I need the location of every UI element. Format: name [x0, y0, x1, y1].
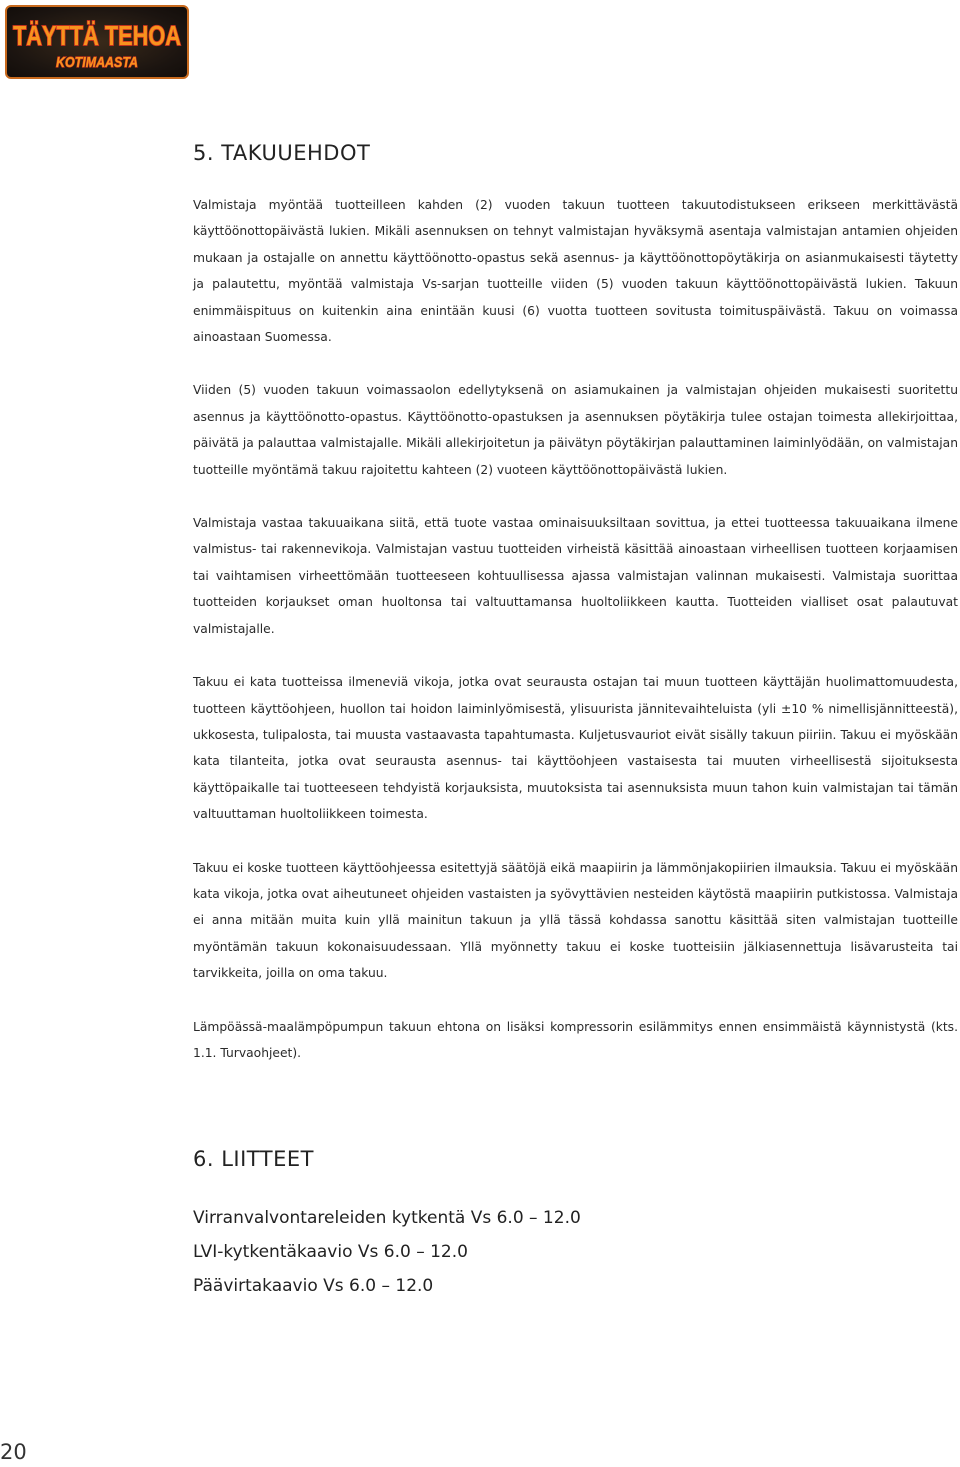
warranty-paragraph-2: Viiden (5) vuoden takuun voimassaolon edellytyksenä on asiamukainen ja valmistajan ohjeiden mukaisesti suoritettu asennus ja käyttöönotto-opastus. Käyttöönotto-opastuksen ja asennuksen pöytäkirja tulee ostajan toimesta allekirjoittaa, päivätä ja palauttaa valmistajalle. Mikäli allekirjoitetun ja päivätyn pöytäkirjan palauttaminen laiminlyödään, on valmistajan tuotteille myöntämä takuu rajoitettu kahteen (2) vuoteen käyttöönottopäivästä lukien.	[193, 383, 958, 477]
page-number: 20	[0, 1440, 27, 1464]
warranty-paragraph-1: Valmistaja myöntää tuotteilleen kahden (2) vuoden takuun tuotteen takuutodistukseen erikseen merkittävästä käyttöönottopäivästä lukien. Mikäli asennuksen on tehnyt valmistajan hyväksymä asentaja valmistajan antamien ohjeiden mukaan ja ostajalle on annettu käyttöönotto-opastus sekä asennus- ja käyttöönottopöytäkirja on asianmukaisesti täytetty ja palautettu, myöntää valmistaja Vs-sarjan tuotteille viiden (5) vuoden takuun käyttöönottopäivästä lukien. Takuun enimmäispituus on kuitenkin aina enintään kuusi (6) vuotta tuotteen sovitusta toimituspäivästä. Takuu on voimassa ainoastaan Suomessa.	[193, 198, 958, 345]
logo-line1: TÄYTTÄ TEHOA	[13, 20, 181, 51]
brand-logo	[5, 5, 189, 79]
warranty-paragraph-3: Valmistaja vastaa takuuaikana siitä, että tuote vastaa ominaisuuksiltaan sovittua, ja ettei tuotteessa takuuaikana ilmene valmistus- tai rakennevikoja. Valmistajan vastuu tuotteiden virheistä käsittää ainoastaan virheellisen tuotteen korjaamisen tai vaihtamisen virheettömään tuotteeseen kohtuullisessa ajassa valmistajan valinnan mukaisesti. Valmistaja suorittaa tuotteiden korjaukset oman huoltonsa tai valtuuttamansa huoltoliikkeen kautta. Tuotteiden vialliset osat palautuvat valmistajalle.	[193, 516, 958, 636]
warranty-paragraph-5: Takuu ei koske tuotteen käyttöohjeessa esitettyjä säätöjä eikä maapiirin ja lämmönjakopiirien ilmauksia. Takuu ei myöskään kata vikoja, jotka ovat aiheutuneet ohjeiden vastaisten ja syövyttävien nesteiden käytöstä maapiirin putkistossa. Valmistaja ei anna mitään muita kuin yllä mainitun takuun ja yllä tässä kohdassa sanottu käsittää siten valmistajan tuotteille myöntämän takuun kokonaisuudessaan. Yllä myönnetty takuu ei koske tuotteisiin jälkiasennettuja lisävarusteita tai tarvikkeita, joilla on oma takuu.	[193, 860, 958, 981]
appendix-list	[193, 1201, 581, 1303]
warranty-paragraph-4: Takuu ei kata tuotteissa ilmeneviä vikoja, jotka ovat seurausta ostajan tai muun tuotteen käyttäjän huolimattomuudesta, tuotteen käyttöohjeen, huollon tai hoidon laiminlyömisestä, ylisuurista jännitevaihteluista (yli ±10 % nimellisjännitteestä), ukkosesta, tulipalosta, tai muusta vastaavasta tapahtumasta. Kuljetusvauriot eivät sisälly takuun piiriin. Takuu ei myöskään kata tilanteita, jotka ovat seurausta asennus- tai käyttöohjeen vastaisesta tai muuten virheellisestä sijoituksesta käyttöpaikalle tai tuotteeseen tehdyistä korjauksista, muutoksista tai asennuksista muun tahon kuin valmistajan tai tämän valtuuttaman huoltoliikkeen toimesta.	[193, 675, 958, 822]
appendix-item: LVI-kytkentäkaavio Vs 6.0 – 12.0	[193, 1242, 468, 1262]
section-takuuehdot	[193, 138, 958, 1093]
section-title-warranty: 5. TAKUUEHDOT	[193, 141, 371, 165]
section-title-appendices: 6. LIITTEET	[193, 1147, 314, 1171]
warranty-paragraph-6: Lämpöässä-maalämpöpumpun takuun ehtona on lisäksi kompressorin esilämmitys ennen ensimmäistä käynnistystä (kts. 1.1. Turvaohjeet).	[193, 1019, 958, 1060]
logo-graphic	[7, 7, 187, 77]
appendix-item: Päävirtakaavio Vs 6.0 – 12.0	[193, 1276, 434, 1296]
logo-line2: KOTIMAASTA	[56, 54, 138, 71]
appendix-item: Virranvalvontareleiden kytkentä Vs 6.0 – 12.0	[193, 1208, 581, 1228]
